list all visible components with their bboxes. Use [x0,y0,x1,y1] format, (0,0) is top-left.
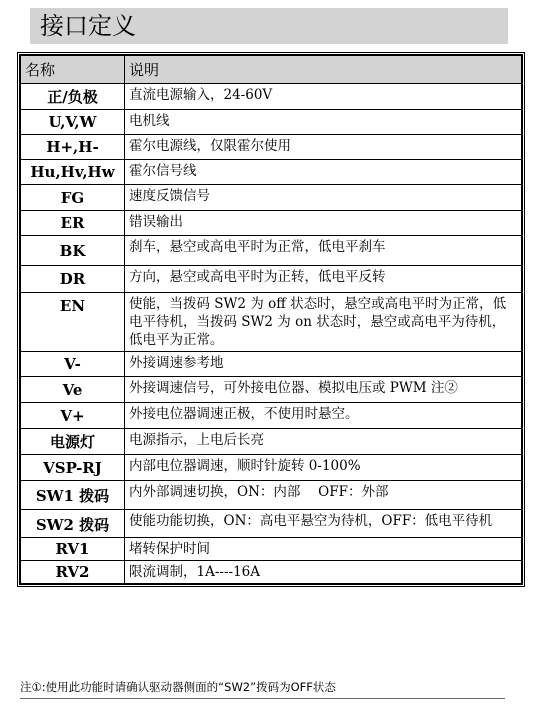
signal-name: U,V,W [21,110,125,135]
table-row [21,481,522,510]
table-row [21,135,522,160]
signal-description: 使能功能切换，ON：高电平悬空为待机，OFF：低电平待机 [125,510,522,538]
signal-name: 正/负极 [21,84,125,110]
signal-name: FG [21,185,125,211]
signal-description: 错误输出 [125,211,522,236]
signal-name: RV1 [21,538,125,561]
signal-description: 外接调速信号，可外接电位器、模拟电压或 PWM 注② [125,377,522,403]
section-title: 接口定义 [30,8,508,44]
signal-description: 堵转保护时间 [125,538,522,561]
table-row [21,266,522,293]
signal-name: BK [21,236,125,266]
table-row [21,377,522,403]
table-row [21,236,522,266]
signal-name: SW2 拨码 [21,510,125,538]
signal-description: 外接调速参考地 [125,352,522,377]
table-row [21,160,522,185]
signal-description: 使能，当拨码 SW2 为 off 状态时，悬空或高电平时为正常，低电平待机，当拨码 SW2 为 on 状态时，悬空或高电平为待机，低电平为正常。 [125,293,522,352]
signal-name: V- [21,352,125,377]
table-row [21,110,522,135]
header-name: 名称 [21,56,125,84]
table-row [21,185,522,211]
interface-table [17,52,525,587]
signal-name: 电源灯 [21,429,125,455]
table-row [21,455,522,481]
footnote: 注①:使用此功能时请确认驱动器侧面的“SW2”拨码为OFF状态 [20,680,336,694]
signal-description: 速度反馈信号 [125,185,522,211]
table-row [21,84,522,110]
signal-description: 电机线 [125,110,522,135]
table-row [21,510,522,538]
signal-name: VSP-RJ [21,455,125,481]
signal-description: 方向，悬空或高电平时为正转，低电平反转 [125,266,522,293]
signal-name: RV2 [21,561,125,584]
signal-description: 霍尔电源线，仅限霍尔使用 [125,135,522,160]
header-description: 说明 [125,56,522,84]
signal-description: 外接电位器调速正极，不使用时悬空。 [125,403,522,429]
table-row [21,561,522,584]
table-header-row [21,56,522,84]
signal-name: V+ [21,403,125,429]
signal-name: SW1 拨码 [21,481,125,510]
table-row [21,293,522,352]
signal-name: EN [21,293,125,352]
signal-name: Hu,Hv,Hw [21,160,125,185]
signal-description: 限流调制，1A----16A [125,561,522,584]
signal-description: 霍尔信号线 [125,160,522,185]
signal-description: 直流电源输入，24-60V [125,84,522,110]
signal-name: H+,H- [21,135,125,160]
table-row [21,211,522,236]
table-row [21,403,522,429]
signal-name: ER [21,211,125,236]
signal-description: 内外部调速切换，ON：内部 OFF：外部 [125,481,522,510]
table-row [21,352,522,377]
divider [20,698,505,699]
signal-description: 刹车，悬空或高电平时为正常，低电平刹车 [125,236,522,266]
signal-description: 内部电位器调速，顺时针旋转 0-100% [125,455,522,481]
signal-name: DR [21,266,125,293]
signal-description: 电源指示，上电后长亮 [125,429,522,455]
table-row [21,538,522,561]
table-row [21,429,522,455]
signal-name: Ve [21,377,125,403]
